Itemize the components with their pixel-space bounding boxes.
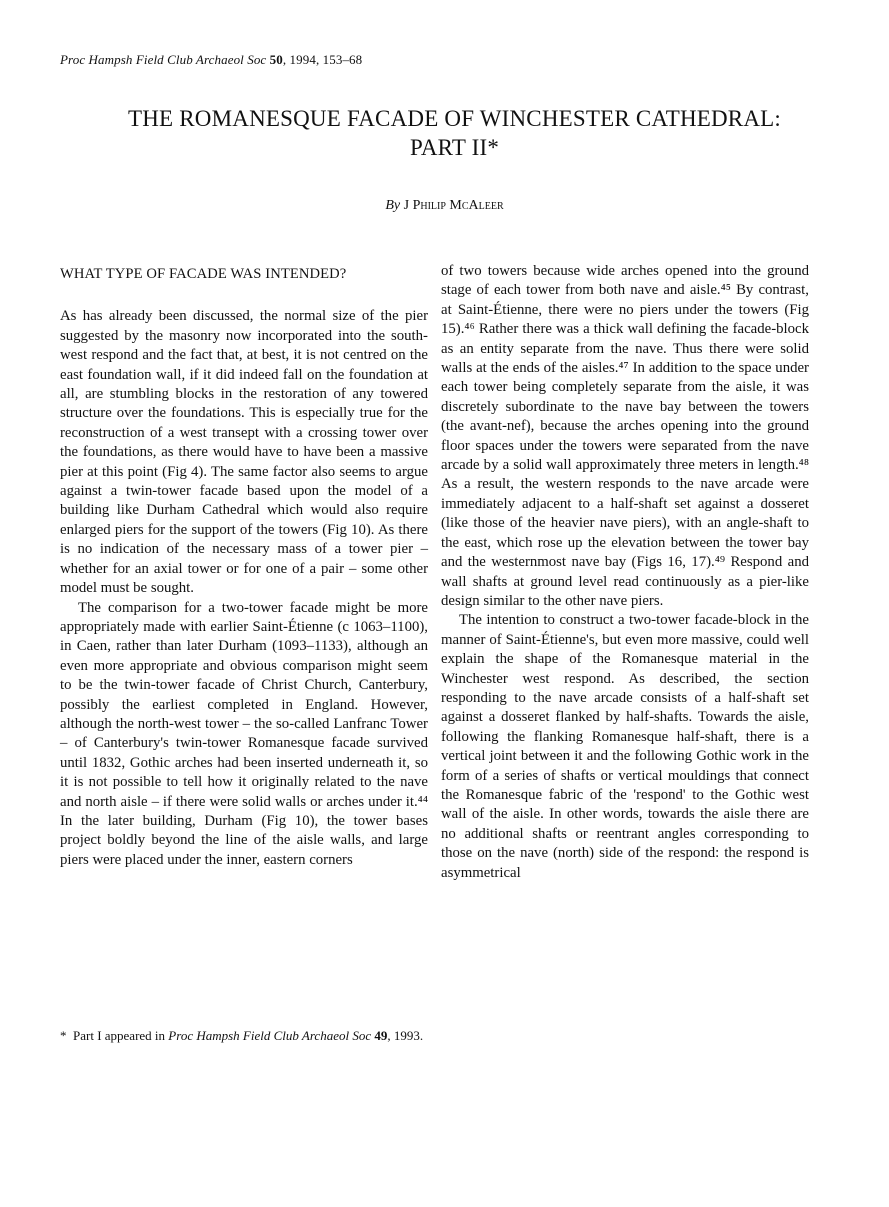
article-title-line1: THE ROMANESQUE FACADE OF WINCHESTER CATHEDRAL: (128, 106, 781, 131)
footnote-marker: * (60, 1028, 67, 1043)
footnote-volume: 49 (374, 1028, 388, 1043)
section-heading: WHAT TYPE OF FACADE WAS INTENDED? (60, 266, 347, 282)
byline-author: J Philip McAleer (403, 198, 504, 213)
running-head-journal: Proc Hampsh Field Club Archaeol Soc (60, 52, 267, 67)
running-head-volume: 50 (269, 52, 283, 67)
running-head (60, 52, 362, 68)
left-paragraph-1: As has already been discussed, the normal size of the pier suggested by the masonry now incorporated into the south-west respond and the fact that, at best, it is not centred on the east foundation wall, if it did indeed fall on the foundation at all, are stumbling blocks in the restoration of any towered structure over the foundations. This is especially true for the reconstruction of a west transept with a crossing tower over the foundations, as there would have to have been a massive pier at this point (Fig 4). The same factor also seems to argue against a twin-tower facade based upon the model of a building like Durham Cathedral which would also require enlarged piers for the support of the towers (Fig 10). As there is no indication of the necessary mass of a tower pier – whether for an axial tower or for one of a pair – some other model must be sought. (60, 308, 428, 597)
article-title-line2: PART II* (409, 135, 500, 160)
footnote-year: , 1993. (387, 1028, 424, 1043)
right-column (441, 262, 809, 883)
byline (0, 198, 889, 214)
left-paragraph-2: The comparison for a two-tower facade might be more appropriately made with earlier Saint-Étienne (c 1063–1100), in Caen, rather than later Durham (1093–1133), although an even more appropriate and obvious comparison might seem to be the twin-tower facade of Christ Church, Canterbury, possibly the earliest completed in England. However, although the north-west tower – the so-called Lanfranc Tower – of Canterbury's twin-tower Romanesque facade survived until 1832, Gothic arches had been inserted underneath it, so it is not possible to tell how it originally related to the nave and north aisle – if there were solid walls or arches under it.⁴⁴ In the later building, Durham (Fig 10), the tower bases project boldly beyond the line of the aisle walls, and large piers were placed under the inner, eastern corners (60, 599, 428, 868)
right-paragraph-1: of two towers because wide arches opened into the ground stage of each tower from both nave and aisle.⁴⁵ By contrast, at Saint-Étienne, there were no piers under the towers (Fig 15).⁴⁶ Rather there was a thick wall defining the facade-block as an entity separate from the nave. Thus there were solid walls at the ends of the aisles.⁴⁷ In addition to the space under each tower being completely separate from the aisle, it was discretely subordinate to the nave bay between the towers (the avant-nef), because the arches opening into the ground floor spaces under the towers were separated from the nave arcade by a solid wall approximately three meters in length.⁴⁸ As a result, the western responds to the nave arcade were immediately adjacent to a half-shaft set against a dosseret (like those of the heavier nave piers), with an angle-shaft to the east, which rose up the elevation between the tower bay and the westernmost nave bay (Figs 16, 17).⁴⁹ Respond and wall shafts at ground level read continuously as a pier-like design similar to the other nave piers. (441, 263, 809, 609)
byline-by: By (385, 198, 401, 213)
footnote-text: Part I appeared in (73, 1028, 166, 1043)
running-head-year-pages: , 1994, 153–68 (282, 52, 363, 67)
footnote (60, 1028, 423, 1044)
footnote-journal: Proc Hampsh Field Club Archaeol Soc (168, 1028, 372, 1043)
left-column (60, 262, 428, 870)
article-title (40, 104, 869, 162)
right-paragraph-2: The intention to construct a two-tower facade-block in the manner of Saint-Étienne's, but even more massive, could well explain the shape of the Romanesque material in the Winchester west respond. As described, the section responding to the nave arcade consists of a half-shaft set against a dosseret flanked by half-shafts. Towards the aisle, following the flanking Romanesque half-shaft, there is a vertical joint between it and the following Gothic work in the form of a series of shafts or vertical mouldings that connect the Romanesque fabric of the 'respond' to the Gothic west wall of the aisle. In other words, towards the aisle there are no additional shafts or reentrant angles corresponding to those on the nave (north) side of the respond: the respond is asymmetrical (441, 612, 809, 881)
